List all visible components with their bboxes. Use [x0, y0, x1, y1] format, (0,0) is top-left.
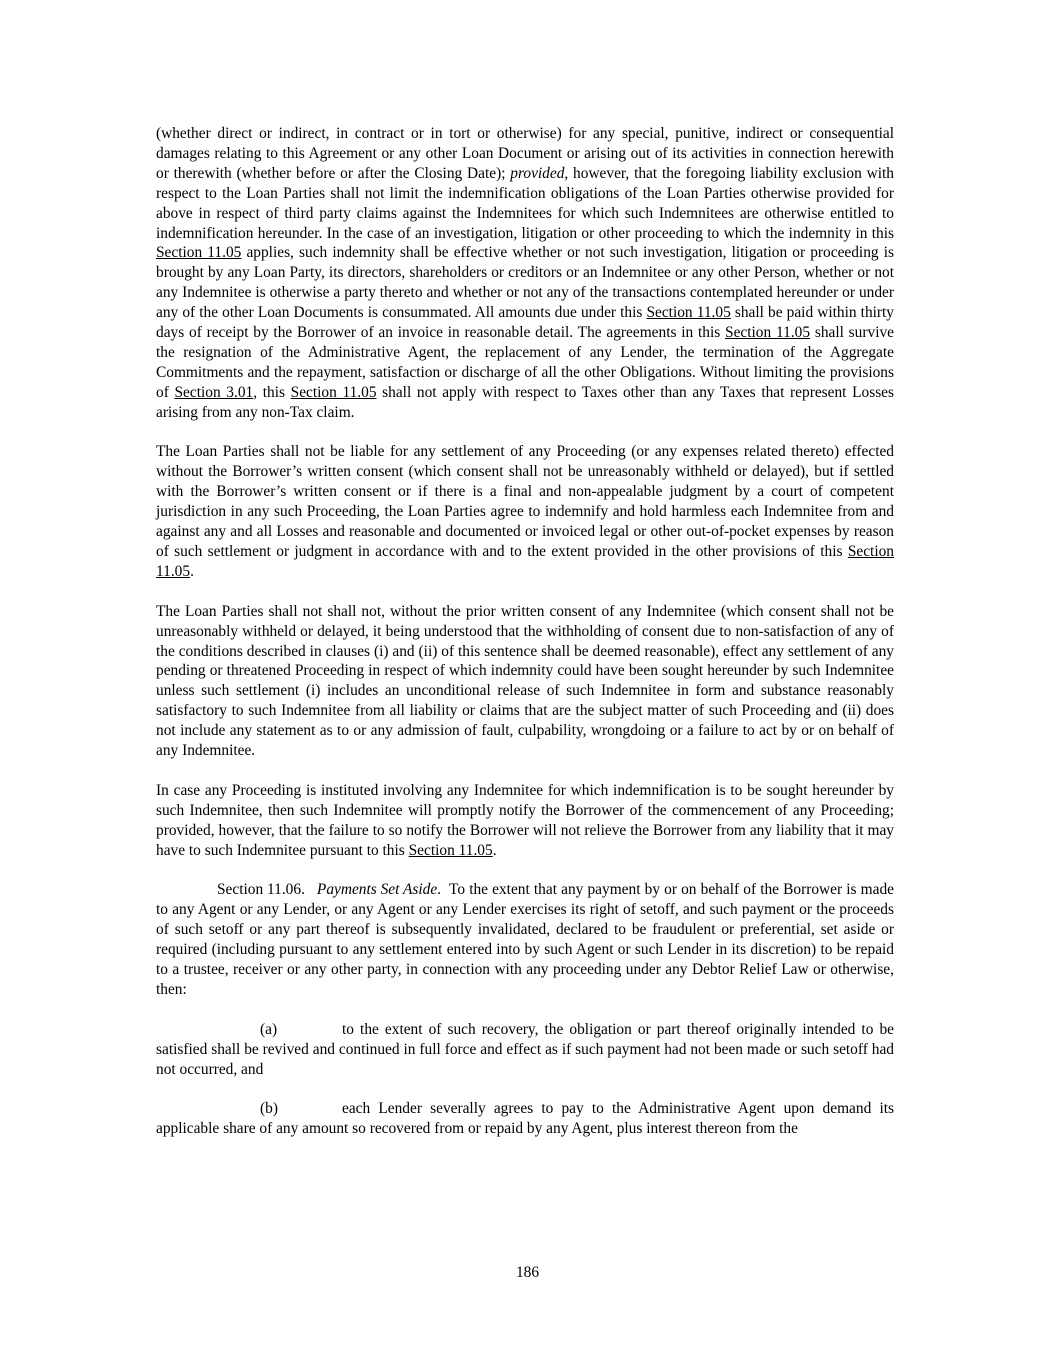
clause-text: to the extent of such recovery, the obligation or part thereof originally intended to be satisfied shall be revived and continued in full force and effect as if such payment had not been made or such setoff had not occurred, and	[156, 1020, 894, 1078]
section-heading	[217, 880, 441, 900]
paragraph-settlement-consent	[156, 602, 894, 761]
text-run: shall be paid within thirty days of receipt by the Borrower of an invoice in reasonable detail. The agreements in this	[156, 304, 895, 342]
clause-text: each Lender severally agrees to pay to the Administrative Agent upon demand its applicable share of any amount so recovered from or repaid by any Agent, plus interest thereon from the	[156, 1100, 894, 1138]
text-run: (whether direct or indirect, in contract or in tort or otherwise) for any special, punitive, indirect or consequential damages relating to this Agreement or any other Loan Document or arising out of its activities in connection herewith or therewith (whether before or after the Closing Date);	[156, 125, 894, 182]
section-reference: Section 11.05	[290, 383, 377, 401]
text-run: shall not apply with respect to Taxes other than any Taxes that represent Losses arising from any non-Tax claim.	[156, 383, 895, 421]
section-reference: Section 3.01	[174, 383, 254, 401]
clause-label: (b)	[260, 1100, 278, 1118]
section-reference: Section 11.05	[725, 324, 811, 342]
paragraph-indemnity-exclusion	[156, 124, 894, 423]
section-11-06-paragraph	[156, 880, 894, 999]
text-run-italic: provided	[510, 164, 565, 182]
section-reference: Section 11.05	[156, 244, 242, 262]
text-run: , however, that the foregoing liability exclusion with respect to the Loan Parties shall not limit the indemnification obligations of the Loan Parties otherwise provided for above in respect of third party claims against the Indemnitees for which such Indemnitees are otherwise entitled to indemnification hereunder. In the case of an investigation, litigation or other proceeding to which the indemnity in this	[156, 164, 894, 242]
text-run: The Loan Parties shall not shall not, without the prior written consent of any Indemnitee (which consent shall not be unreasonably withheld or delayed, it being understood that the withholding of consent due to non-satisfaction of any of the conditions described in clauses (i) and (ii) of this sentence shall be deemed reasonable), effect any settlement of any pending or threatened Proceeding in respect of which indemnity could have been sought hereunder by such Indemnitee unless such settlement (i) includes an unconditional release of such Indemnitee in form and substance reasonably satisfactory to such Indemnitee from all liability or claims that are the subject matter of such Proceeding and (ii) does not include any statement as to or any admission of fault, culpability, wrongdoing or a failure to act by or on behalf of any Indemnitee.	[156, 602, 894, 760]
text-run: shall survive the resignation of the Administrative Agent, the replacement of any Lender, the termination of the Aggregate Commitments and the repayment, satisfaction or discharge of all the other Obligations. Without limiting the provisions of	[156, 324, 894, 401]
page-number: 186	[515, 1264, 540, 1281]
paragraph-settlement-liability	[156, 442, 894, 581]
clause-label: (a)	[260, 1020, 278, 1038]
text-run: .	[190, 562, 194, 580]
text-run: applies, such indemnity shall be effective whether or not such investigation, litigation or proceeding is brought by any Loan Party, its directors, shareholders or creditors or an Indemnitee or any other Person, whether or not any Indemnitee is otherwise a party thereto and whether or not any of the transactions contemplated hereunder or under any of the other Loan Documents is consummated. All amounts due under this	[156, 244, 894, 322]
paragraph-proceeding-notice	[156, 781, 894, 861]
text-run: , this	[253, 383, 291, 401]
section-reference: Section 11.05	[646, 304, 731, 322]
clause-b	[156, 1099, 894, 1139]
section-number: Section 11.06.	[217, 881, 305, 899]
section-title: Payments Set Aside	[316, 881, 438, 899]
clause-a	[156, 1020, 894, 1080]
section-title-period: .	[437, 881, 442, 899]
text-run: .	[492, 841, 497, 859]
section-reference: Section 11.05	[408, 841, 493, 859]
document-page	[156, 124, 894, 1159]
text-run: In case any Proceeding is instituted involving any Indemnitee for which indemnification is to be sought hereunder by such Indemnitee, then such Indemnitee will promptly notify the Borrower of the commencement of any Proceeding; provided, however, that the failure to so notify the Borrower will not relieve the Borrower from any liability that it may have to such Indemnitee pursuant to this	[156, 781, 894, 859]
text-run: The Loan Parties shall not be liable for any settlement of any Proceeding (or any expenses related thereto) effected without the Borrower’s written consent (which consent shall not be unreasonably withheld or delayed), but if settled with the Borrower’s written consent or if there is a final and non-appealable judgment by a court of competent jurisdiction in any such Proceeding, the Loan Parties agree to indemnify and hold harmless each Indemnitee from and against any and all Losses and reasonable and documented or invoiced legal or other out-of-pocket expenses by reason of such settlement or judgment in accordance with and to the extent provided in the other provisions of this	[156, 443, 894, 561]
section-reference: Section 11.05	[156, 543, 894, 580]
section-body-text: To the extent that any payment by or on behalf of the Borrower is made to any Agent or any Lender, or any Agent or any Lender exercises its right of setoff, and such payment or the proceeds of such setoff or any part thereof is subsequently invalidated, declared to be fraudulent or preferential, set aside or required (including pursuant to any settlement entered into by such Agent or such Lender in its discretion) to be repaid to a trustee, receiver or any other party, in connection with any proceeding under any Debtor Relief Law or otherwise, then:	[156, 881, 895, 998]
